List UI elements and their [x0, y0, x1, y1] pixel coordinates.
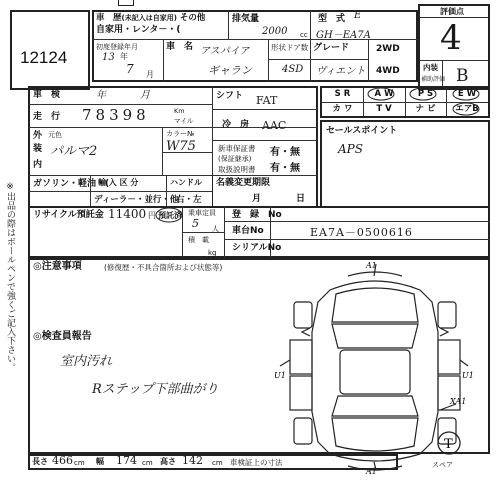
width-value: 174	[116, 454, 137, 467]
name-change-day: 日	[296, 194, 306, 204]
equip-kawa: カ ワ	[332, 104, 353, 114]
drive-2wd: 2WD	[376, 44, 400, 54]
score-value: 4	[440, 18, 462, 58]
chassis-no-label: 車台No	[232, 226, 264, 236]
warranty-value: 有・無	[270, 147, 300, 158]
import-value: ディーラ－・並行・他	[94, 195, 179, 205]
mileage-unit-mile: マイル	[174, 117, 194, 125]
model-type-value: GH－EA7A	[316, 30, 371, 41]
height-unit: cm	[212, 459, 223, 467]
grade-label: グレード	[313, 43, 350, 53]
width-unit: cm	[142, 459, 153, 467]
load-unit: kg	[208, 249, 217, 257]
load-label: 積 載	[188, 236, 209, 244]
grade-value: ヴィエント	[316, 66, 366, 77]
warranty-sub: (保証継承)	[218, 155, 252, 163]
mileage-label: 走 行	[33, 112, 61, 122]
svg-text:T: T	[444, 437, 453, 452]
equip-navi: ナ ビ	[415, 104, 436, 114]
length-value: 466	[52, 454, 73, 467]
length-label: 長さ	[32, 457, 48, 466]
height-label: 高さ	[160, 457, 176, 466]
length-unit: cm	[74, 459, 85, 467]
name-change-month: 月	[252, 194, 262, 204]
equip-sr: S R	[334, 89, 351, 99]
recycle-unit: 円	[148, 211, 156, 220]
exterior-orig-label: 元色	[48, 131, 62, 139]
inspector-line2: Rステップ下部曲がり	[92, 382, 219, 397]
lot-number: 12124	[20, 48, 68, 67]
handle-value: 右・左	[176, 195, 202, 205]
inspector-line1: 室内汚れ	[60, 354, 113, 369]
notes-label: ◎注意事項	[33, 261, 82, 272]
top-stamp	[118, 0, 134, 6]
mileage-value: 78398	[82, 106, 150, 124]
handle-label: ハンドル	[170, 178, 202, 187]
equipment-circles	[320, 86, 490, 118]
notes-sub: (修復歴・不具合箇所および状態等)	[104, 263, 223, 272]
chassis-no-value: EA7A－0500616	[310, 226, 413, 239]
first-registration-month: 7	[126, 62, 134, 76]
manual-label: 取扱説明書	[218, 165, 256, 174]
displacement-unit: cc	[300, 31, 308, 39]
diagram-mark-fender: XA1	[450, 397, 467, 406]
first-registration-month-suffix: 月	[146, 70, 154, 79]
import-label: 輸 入 区 分	[98, 178, 139, 187]
recycle-note-circle	[154, 206, 184, 224]
lot-number-box	[10, 10, 90, 90]
vehicle-use-label: 車 歴(未記入は自家用) その他	[96, 13, 206, 23]
dimensions-note: 車検証上の寸法	[230, 458, 283, 467]
equip-ew: E W	[457, 89, 477, 99]
equip-aw: A W	[374, 89, 394, 99]
side-note: ※出品の際はボールペンで強くご記入下さい。	[5, 182, 15, 372]
inspector-label: ◎検査員報告	[33, 331, 92, 342]
capacity-label: 乗車定員	[188, 209, 216, 217]
score-box	[418, 4, 490, 90]
aircon-label: 冷 房	[222, 120, 250, 130]
recycle-value: 11400	[108, 207, 147, 221]
spare-label: スペア	[432, 461, 453, 469]
width-label: 幅	[96, 457, 104, 466]
manual-value: 有・無	[270, 163, 300, 174]
equip-airbag: エアB	[455, 104, 479, 114]
inspection-month-mark: 月	[140, 90, 150, 101]
diagram-mark-top: A1	[366, 262, 377, 270]
interior-grade-label: 内装	[423, 63, 438, 72]
displacement-label: 排気量	[232, 14, 260, 24]
height-value: 142	[182, 454, 203, 467]
diagram-mark-bottom: A1	[366, 467, 377, 474]
capacity-unit: 人	[212, 225, 219, 233]
sales-point-box	[320, 120, 490, 208]
shift-label: シフト	[216, 91, 244, 101]
equip-ps: P S	[417, 89, 434, 99]
inspection-label: 車 検	[33, 90, 61, 100]
registration-no-label: 登 録 No	[232, 210, 282, 220]
exterior-label-sub: 装	[33, 144, 43, 154]
diagram-mark-left: U1	[274, 371, 286, 380]
first-registration-year: 13	[102, 52, 115, 63]
sales-point-label: セールスポイント	[326, 126, 398, 136]
exterior-color-value: パルマ2	[50, 144, 98, 159]
model-type-e-mark: E	[354, 10, 362, 21]
interior-grade-value: B	[456, 66, 469, 86]
exterior-label: 外	[33, 131, 43, 141]
fuel-value: ガソリン・軽油・(	[33, 179, 110, 189]
inspection-year-mark: 年	[96, 90, 106, 101]
door-shape-value: 4SD	[282, 64, 304, 75]
first-registration-year-suffix: 年	[120, 52, 128, 61]
car-name-grade-mark: ギャラン	[208, 64, 252, 77]
warranty-label: 新車保証書	[218, 144, 256, 153]
sales-point-value: APS	[338, 142, 363, 156]
equip-tv: T V	[376, 104, 392, 114]
mileage-unit-km: Km	[174, 107, 185, 115]
color-no-label: カラー№	[166, 130, 195, 138]
model-type-label: 型 式	[318, 14, 346, 24]
color-no-value: W75	[166, 139, 196, 154]
displacement-value: 2000	[262, 26, 288, 37]
aircon-value: AAC	[262, 119, 287, 132]
diagram-mark-right: U1	[462, 371, 474, 380]
interior-grade-sublabel: 補助評価	[421, 76, 446, 83]
shift-value: FAT	[256, 94, 278, 107]
capacity-value: 5	[192, 217, 199, 230]
recycle-note: 預託済	[158, 211, 182, 220]
car-name-value: アスパイア	[200, 46, 250, 57]
drive-4wd: 4WD	[376, 66, 400, 76]
vehicle-use-value: 自家用・レンタ－・(	[96, 25, 181, 35]
serial-no-label: シリアルNo	[232, 243, 282, 253]
car-name-label: 車 名	[166, 42, 194, 52]
door-shape-label: 形状ドア数	[271, 43, 309, 52]
name-change-label: 名義変更期限	[216, 178, 271, 188]
spare-tire-icon	[436, 430, 462, 456]
score-label: 評価点	[440, 7, 464, 16]
first-registration-label: 初度登録年月	[96, 43, 138, 51]
recycle-label: リサイクル預託金	[33, 210, 104, 220]
interior-label: 内	[33, 160, 43, 170]
